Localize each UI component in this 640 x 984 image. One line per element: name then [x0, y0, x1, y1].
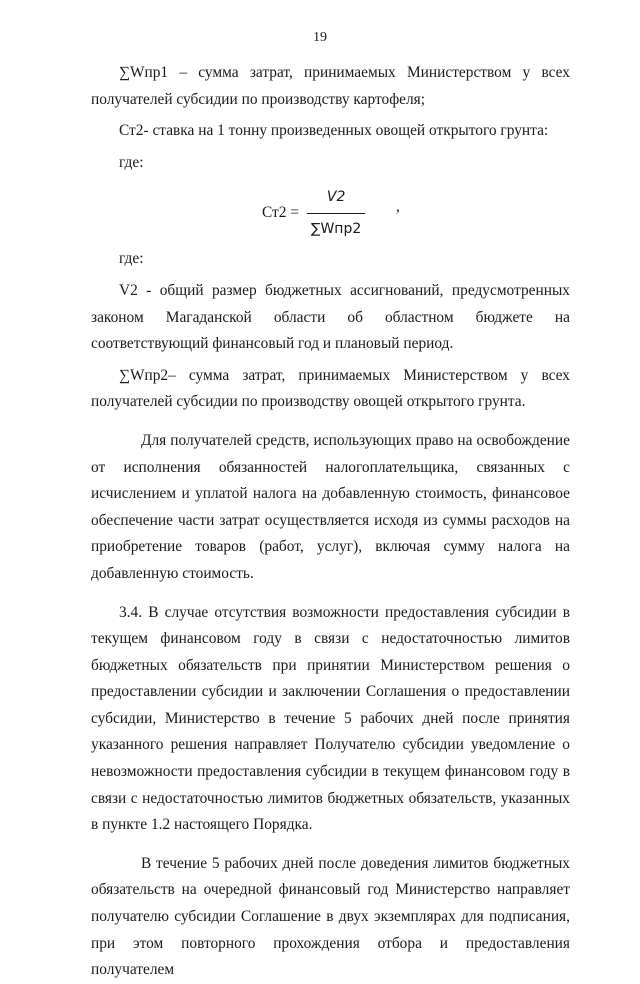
paragraph-sum-wpr1: ∑Wпр1 – сумма затрат, принимаемых Министерством у всех получателей субсидии по производству картофеля;: [91, 64, 570, 108]
formula-fraction: [307, 184, 365, 242]
paragraph-where-2: где:: [119, 250, 144, 268]
formula-block: [91, 180, 570, 246]
paragraph-where-1: где:: [119, 153, 144, 171]
paragraph-sum-wpr2: ∑Wпр2– сумма затрат, принимаемых Министерством у всех получателей субсидии по производству овощей открытого грунта.: [91, 366, 570, 411]
document-body: [91, 60, 570, 984]
paragraph-agreement-sending: В течение 5 рабочих дней после доведения лимитов бюджетных обязательств на очередной финансовый год Министерство направляет получателю субсидии Соглашение в двух экземплярах для подписания, при этом повторного прохождения отбора и предоставления получателем: [91, 854, 570, 979]
formula-denominator: ∑Wпр2: [307, 213, 365, 243]
paragraph-v2-definition: V2 - общий размер бюджетных ассигнований, предусмотренных законом Магаданской области об областном бюджете на соответствующий финансовый год и плановый период.: [91, 281, 570, 353]
formula-numerator: V2: [326, 189, 346, 206]
paragraph-vat-exemption: Для получателей средств, использующих право на освобождение от исполнения обязанностей налогоплательщика, связанных с исчислением и уплатой налога на добавленную стоимость, финансовое обеспечение части затрат осуществляется исходя из суммы расходов на приобретение товаров (работ, услуг), включая сумму налога на добавленную стоимость.: [91, 431, 570, 582]
formula-trailing-comma: ,: [396, 198, 400, 216]
paragraph-rate-st2: Ст2- ставка на 1 тонну произведенных овощей открытого грунта:: [119, 122, 549, 140]
paragraph-section-3-4: 3.4. В случае отсутствия возможности предоставления субсидии в текущем финансовом году в связи с недостаточностью лимитов бюджетных обязательств при принятии Министерством решения о предоставлении субсидии и заключении Соглашения о предоставлении субсидии, Министерство в течение 5 рабочих дней после принятия указанного решения направляет Получателю субсидии уведомление о невозможности предоставления субсидии в текущем финансовом году в связи с недостаточностью лимитов бюджетных обязательств, указанных в пункте 1.2 настоящего Порядка.: [91, 603, 570, 834]
formula-lhs: Ст2 =: [262, 204, 300, 222]
page-number: 19: [313, 30, 327, 45]
formula-st2: [262, 184, 365, 242]
